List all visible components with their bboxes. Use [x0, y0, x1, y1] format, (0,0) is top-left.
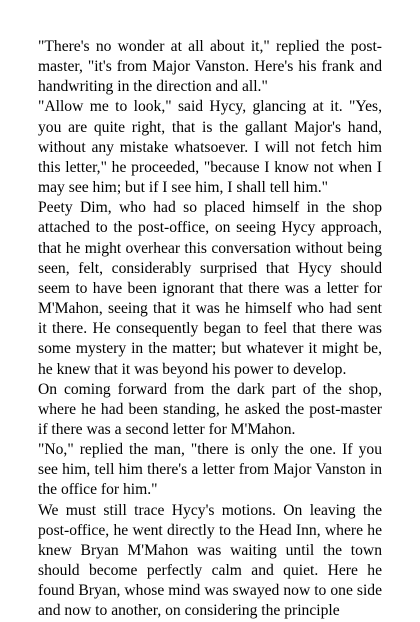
- paragraph: On coming forward from the dark part of the shop, where he had been standing, he asked the post-master if there was a second letter for M'Mahon.: [38, 380, 382, 438]
- paragraph: We must still trace Hycy's motions. On leaving the post-office, he went directly to the Head Inn, where he knew Bryan M'Mahon was waiting until the town should become perfectly calm and quiet. Here he found Bryan, whose mind was swayed now to one side and now to another, on considering the principle: [38, 501, 382, 620]
- paragraph: "No," replied the man, "there is only the one. If you see him, tell him there's a letter from Major Vanston in the office for him.": [38, 441, 382, 499]
- paragraph: "Allow me to look," said Hycy, glancing at it. "Yes, you are quite right, that is the gallant Major's hand, without any mistake whatsoever. I will not fetch him this letter," he proceeded, "because I know not when I may see him; but if I see him, I shall tell him.": [38, 98, 382, 197]
- paragraph: Peety Dim, who had so placed himself in the shop attached to the post-office, on seeing Hycy approach, that he might overhear this conversation without being seen, felt, considerably surprised that Hycy should seem to have been ignorant that there was a letter for M'Mahon, seeing that it was he himself who had sent it there. He consequently began to feel that there was some mystery in the matter; but whatever it might be, he knew that it was beyond his power to develop.: [38, 199, 382, 378]
- paragraph: "There's no wonder at all about it," replied the post-master, "it's from Major Vanston. Here's his frank and handwriting in the direction and all.": [38, 38, 382, 96]
- book-page-text: [38, 37, 382, 622]
